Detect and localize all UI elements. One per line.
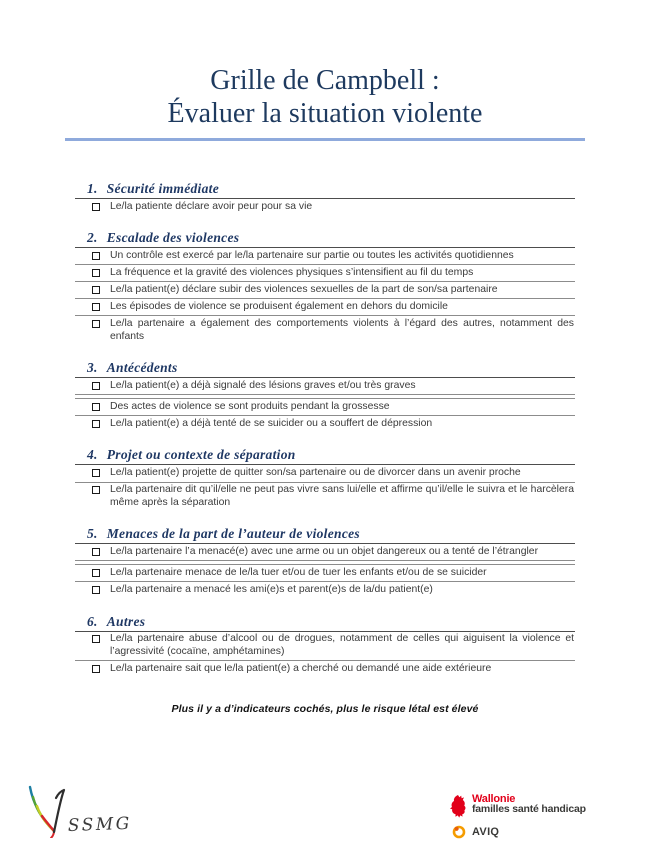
checklist-row xyxy=(75,378,575,395)
section-number: 5. xyxy=(87,526,98,542)
section-heading xyxy=(75,447,575,465)
item-text: Le/la patiente déclare avoir peur pour sa vie xyxy=(110,200,313,212)
item-text: Le/la patient(e) projette de quitter son/sa partenaire ou de divorcer dans un avenir proche xyxy=(110,466,521,478)
section-heading xyxy=(75,526,575,544)
item-checkbox[interactable] xyxy=(92,665,100,673)
section-items xyxy=(75,378,575,432)
checklist-row xyxy=(75,248,575,265)
walloon-rooster-icon xyxy=(449,794,468,823)
item-checkbox[interactable] xyxy=(92,486,100,494)
section-heading xyxy=(75,230,575,248)
section-number: 4. xyxy=(87,447,98,463)
section-number: 1. xyxy=(87,181,98,196)
aviq-q-icon xyxy=(449,825,468,839)
checklist-row xyxy=(75,582,575,598)
checklist-row xyxy=(75,661,575,677)
item-checkbox[interactable] xyxy=(92,469,100,477)
section-items xyxy=(75,465,575,511)
item-text: Le/la partenaire abuse d’alcool ou de drogues, notamment de celles qui aiguisent la violence et l’agressivité (cocaïne, amphétamines) xyxy=(110,633,574,657)
item-text: Le/la partenaire sait que le/la patient(e) a cherché ou demandé une aide extérieure xyxy=(110,662,492,674)
checklist-section xyxy=(75,614,575,678)
section-heading-text: Sécurité immédiate xyxy=(106,181,219,196)
item-checkbox[interactable] xyxy=(92,203,100,211)
item-text: Le/la patient(e) a déjà tenté de se suicider ou a souffert de dépression xyxy=(110,417,433,429)
wallonie-aviq-logo xyxy=(449,794,586,839)
item-checkbox[interactable] xyxy=(92,420,100,428)
wallonie-logo-title: Wallonie xyxy=(472,793,516,805)
checklist-section xyxy=(75,230,575,345)
section-heading-text: Escalade des violences xyxy=(106,230,240,246)
section-items xyxy=(75,199,575,215)
section-items xyxy=(75,544,575,598)
ssmg-logo xyxy=(26,784,144,841)
checklist-row xyxy=(75,483,575,512)
checklist-row xyxy=(75,282,575,299)
checklist-row xyxy=(75,399,575,416)
footer-note: Plus il y a d’indicateurs cochés, plus le risque létal est élevé xyxy=(171,703,479,715)
item-checkbox[interactable] xyxy=(92,269,100,277)
item-text: Les épisodes de violence se produisent également en dehors du domicile xyxy=(110,300,448,312)
item-text: Le/la partenaire menace de le/la tuer et/ou de tuer les enfants et/ou de se suicider xyxy=(110,566,487,578)
aviq-logo-label: AVIQ xyxy=(472,826,500,838)
section-items xyxy=(75,248,575,345)
item-text: Le/la partenaire l’a menacé(e) avec une arme ou un objet dangereux ou a tenté de l’étrangler xyxy=(110,545,539,557)
section-number: 3. xyxy=(87,360,98,376)
title-underline xyxy=(65,138,585,141)
item-checkbox[interactable] xyxy=(92,548,100,556)
section-number: 2. xyxy=(87,230,98,246)
item-checkbox[interactable] xyxy=(92,382,100,390)
item-checkbox[interactable] xyxy=(92,252,100,260)
checklist-row xyxy=(75,565,575,582)
ssmg-swoosh-icon xyxy=(26,784,144,838)
item-checkbox[interactable] xyxy=(92,320,100,328)
section-heading xyxy=(75,181,575,199)
checklist-section xyxy=(75,447,575,511)
checklist-row xyxy=(75,632,575,662)
section-heading xyxy=(75,360,575,378)
section-heading-text: Projet ou contexte de séparation xyxy=(106,447,296,463)
item-text: Le/la partenaire dit qu’il/elle ne peut pas vivre sans lui/elle et affirme qu’il/elle le suivra et le harcèlera même après la séparation xyxy=(110,484,574,508)
section-heading-text: Antécédents xyxy=(106,360,178,376)
checklist-row xyxy=(75,199,575,215)
section-heading xyxy=(75,614,575,632)
section-number: 6. xyxy=(87,613,98,629)
checklist-row xyxy=(75,544,575,561)
checklist-row xyxy=(75,416,575,432)
item-text: Le/la patient(e) déclare subir des violences sexuelles de la part de son/sa partenaire xyxy=(110,283,498,295)
checklist-section xyxy=(75,526,575,598)
checklist-row xyxy=(75,299,575,316)
page-title-line2: Évaluer la situation violente xyxy=(167,98,483,129)
checklist-row xyxy=(75,465,575,482)
page-title xyxy=(0,64,650,130)
checklist-row xyxy=(75,265,575,282)
item-text: Le/la partenaire a menacé les ami(e)s et parent(e)s de la/du patient(e) xyxy=(110,583,433,595)
section-heading-text: Menaces de la part de l’auteur de violences xyxy=(106,526,360,542)
item-checkbox[interactable] xyxy=(92,586,100,594)
item-checkbox[interactable] xyxy=(92,286,100,294)
item-checkbox[interactable] xyxy=(92,303,100,311)
item-text: Un contrôle est exercé par le/la partenaire sur partie ou toutes les activités quotidiennes xyxy=(110,249,514,261)
section-items xyxy=(75,632,575,678)
checklist-section xyxy=(75,181,575,215)
ssmg-logo-label: SSMG xyxy=(67,813,133,836)
item-text: Le/la partenaire a également des comportements violents à l’égard des autres, notamment des enfants xyxy=(110,317,574,342)
item-checkbox[interactable] xyxy=(92,569,100,577)
wallonie-logo-subtitle: familles santé handicap xyxy=(472,803,586,815)
wallonie-logo-text xyxy=(472,794,586,815)
item-checkbox[interactable] xyxy=(92,403,100,411)
page-title-line1: Grille de Campbell : xyxy=(210,65,440,96)
item-text: Des actes de violence se sont produits pendant la grossesse xyxy=(110,400,390,412)
checklist-sections xyxy=(75,181,575,677)
item-checkbox[interactable] xyxy=(92,635,100,643)
checklist-section xyxy=(75,360,575,432)
item-text: La fréquence et la gravité des violences physiques s’intensifient au fil du temps xyxy=(110,266,474,278)
item-text: Le/la patient(e) a déjà signalé des lésions graves et/ou très graves xyxy=(110,379,416,391)
checklist-row xyxy=(75,316,575,345)
section-heading-text: Autres xyxy=(106,613,146,629)
